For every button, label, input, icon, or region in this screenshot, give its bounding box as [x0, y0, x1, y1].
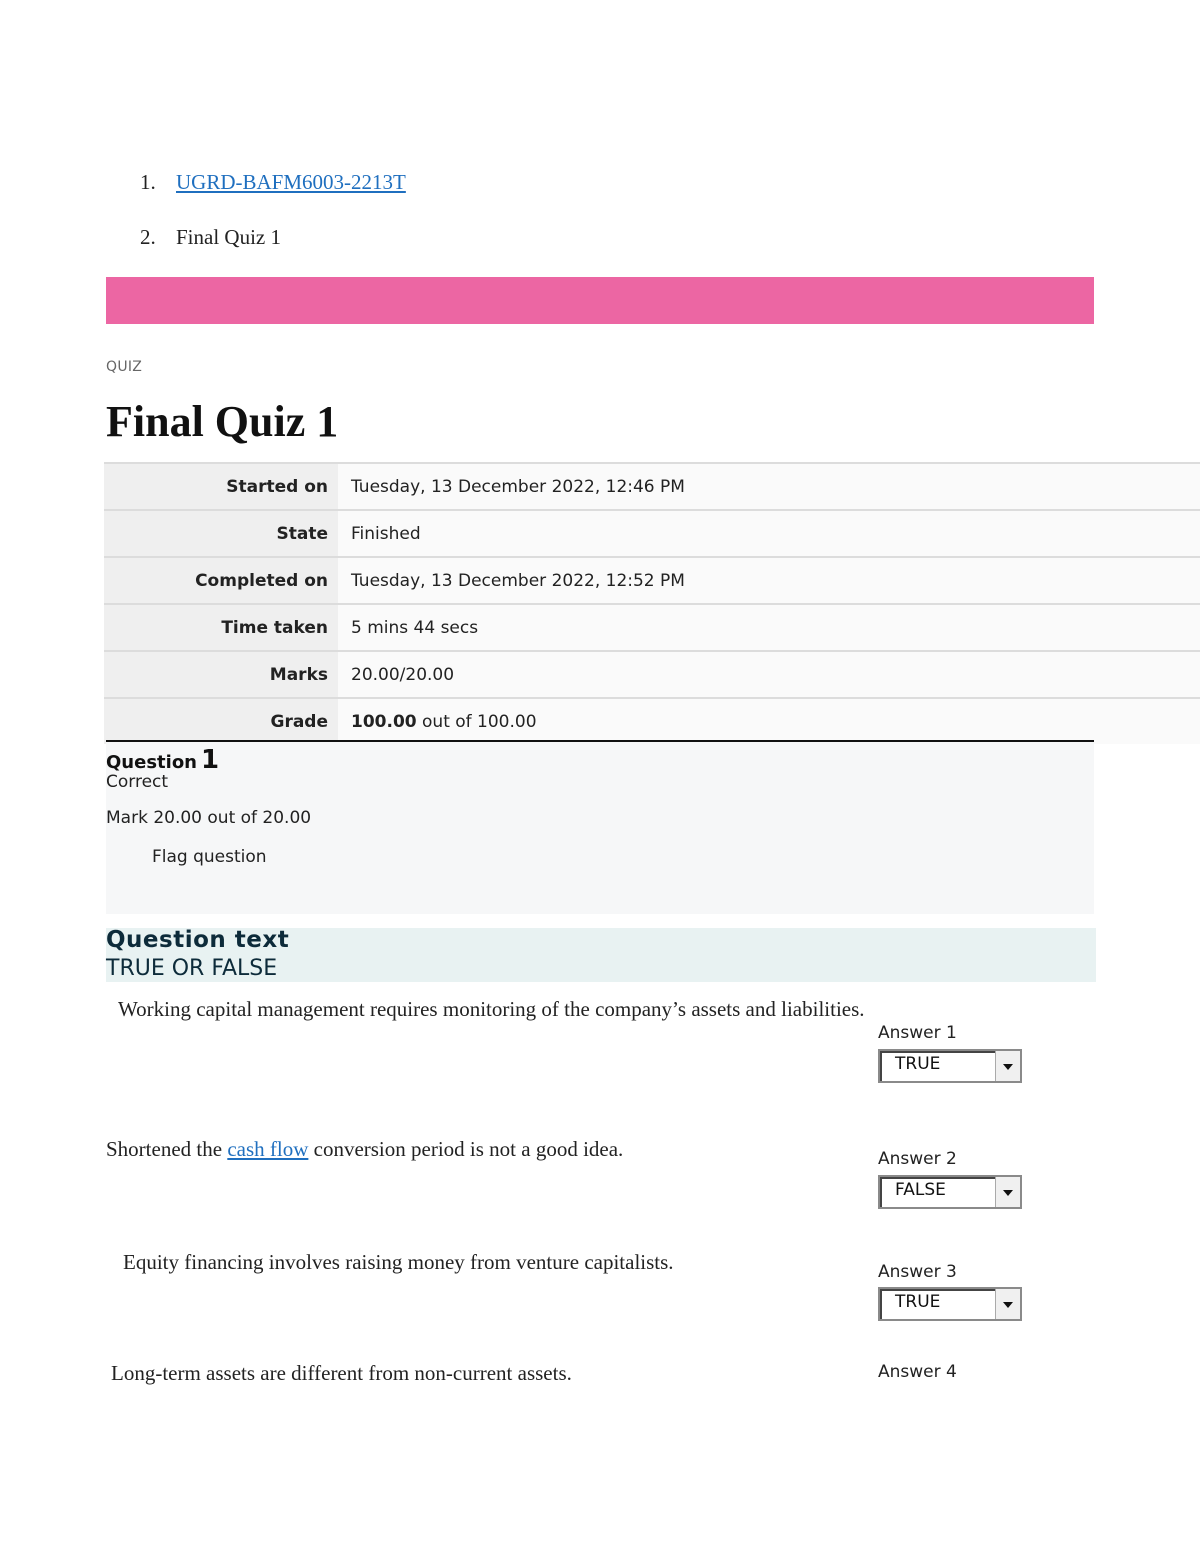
- breadcrumb-number: 2.: [140, 225, 156, 249]
- chevron-down-icon[interactable]: [995, 1289, 1020, 1319]
- chevron-down-icon[interactable]: [995, 1177, 1020, 1207]
- summary-value: Tuesday, 13 December 2022, 12:46 PM: [338, 463, 1200, 510]
- flag-question-link[interactable]: Flag question: [152, 847, 267, 867]
- summary-label: State: [104, 510, 338, 557]
- page-title: Final Quiz 1: [106, 397, 339, 446]
- question-state: Correct: [106, 772, 169, 792]
- cash-flow-link[interactable]: cash flow: [227, 1137, 309, 1161]
- answer-select-value: TRUE: [895, 1054, 941, 1074]
- summary-label: Grade: [104, 698, 338, 744]
- summary-value: 5 mins 44 secs: [338, 604, 1200, 651]
- statement-text: conversion period is not a good idea.: [308, 1137, 624, 1161]
- summary-value: Tuesday, 13 December 2022, 12:52 PM: [338, 557, 1200, 604]
- table-row: [104, 604, 1200, 651]
- breadcrumb-item-quiz: [140, 225, 281, 250]
- summary-label: Started on: [104, 463, 338, 510]
- answer-label-3: Answer 3: [878, 1262, 957, 1282]
- answer-select-1[interactable]: [878, 1049, 1022, 1083]
- breadcrumb-number: 1.: [140, 170, 156, 194]
- statement-text: Shortened the: [106, 1137, 228, 1161]
- table-row: [104, 510, 1200, 557]
- table-row: [104, 698, 1200, 744]
- question-text-heading: Question text: [106, 927, 290, 953]
- question-mark: Mark 20.00 out of 20.00: [106, 808, 312, 828]
- statement-3: Equity financing involves raising money from venture capitalists.: [123, 1250, 674, 1274]
- question-instruction: TRUE OR FALSE: [106, 956, 278, 981]
- breadcrumb-current: Final Quiz 1: [176, 225, 281, 249]
- question-number-value: 1: [201, 745, 220, 775]
- answer-select-value: TRUE: [895, 1292, 941, 1312]
- page-kicker: QUIZ: [106, 359, 143, 375]
- chevron-down-icon[interactable]: [995, 1051, 1020, 1081]
- table-row: [104, 463, 1200, 510]
- summary-value: Finished: [338, 510, 1200, 557]
- attempt-summary-table: [104, 462, 1200, 744]
- statement-4: Long-term assets are different from non-current assets.: [111, 1361, 572, 1385]
- table-row: [104, 557, 1200, 604]
- answer-select-value: FALSE: [895, 1180, 946, 1200]
- summary-value: 20.00/20.00: [338, 651, 1200, 698]
- answer-select-3[interactable]: [878, 1287, 1022, 1321]
- header-banner: [106, 277, 1094, 324]
- grade-total: out of 100.00: [416, 711, 537, 732]
- summary-label: Completed on: [104, 557, 338, 604]
- course-link[interactable]: UGRD-BAFM6003-2213T: [176, 170, 406, 194]
- statement-2: [106, 1135, 623, 1163]
- answer-select-2[interactable]: [878, 1175, 1022, 1209]
- answer-label-1: Answer 1: [878, 1023, 957, 1043]
- breadcrumb-item-course: [140, 170, 406, 195]
- answer-label-4: Answer 4: [878, 1362, 957, 1382]
- grade-value: 100.00: [351, 711, 417, 732]
- summary-label: Marks: [104, 651, 338, 698]
- question-number: [106, 745, 219, 775]
- summary-label: Time taken: [104, 604, 338, 651]
- question-label: Question: [106, 752, 197, 773]
- statement-1: Working capital management requires monitoring of the company’s assets and liabilities.: [118, 997, 865, 1021]
- table-row: [104, 651, 1200, 698]
- answer-label-2: Answer 2: [878, 1149, 957, 1169]
- summary-value: [338, 698, 1200, 744]
